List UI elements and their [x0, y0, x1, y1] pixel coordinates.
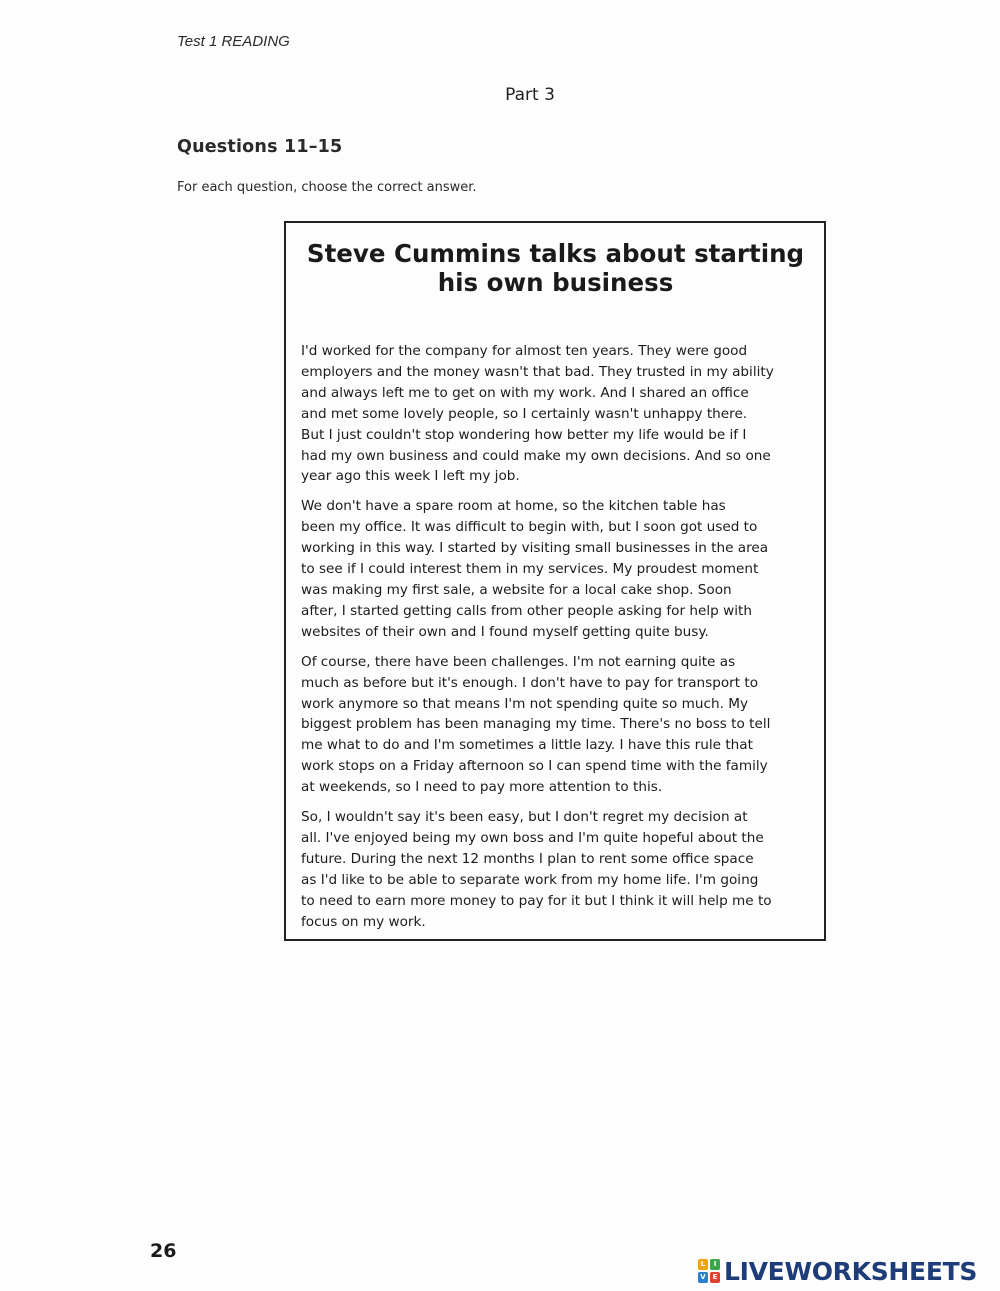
page-number: 26 [150, 1240, 177, 1262]
paragraph-line: was making my first sale, a website for a local cake shop. Soon [301, 581, 732, 598]
article-paragraph-3 [301, 652, 810, 798]
paragraph-line: Of course, there have been challenges. I'm not earning quite as [301, 653, 736, 670]
paragraph-line: focus on my work. [301, 913, 426, 930]
liveworksheets-brand[interactable] [698, 1255, 977, 1287]
article-paragraph-2 [301, 496, 810, 642]
part-title: Part 3 [505, 85, 555, 105]
brand-name: LIVEWORKSHEETS [724, 1256, 978, 1286]
article-title-line: Steve Cummins talks about starting [306, 239, 805, 268]
instruction-text: For each question, choose the correct answer. [177, 180, 477, 195]
paragraph-line: year ago this week I left my job. [301, 468, 520, 485]
article-box [284, 221, 826, 941]
paragraph-line: But I just couldn't stop wondering how better my life would be if I [301, 426, 747, 443]
paragraph-line: all. I've enjoyed being my own boss and I'm quite hopeful about the [301, 829, 764, 846]
running-head: Test 1 READING [177, 33, 290, 50]
paragraph-line: I'd worked for the company for almost ten years. They were good [301, 343, 748, 359]
paragraph-line: at weekends, so I need to pay more attention to this. [301, 779, 663, 796]
questions-heading: Questions 11–15 [177, 137, 343, 157]
article-paragraph-4 [301, 807, 810, 932]
paragraph-line: me what to do and I'm sometimes a little lazy. I have this rule that [301, 737, 753, 754]
article-title [301, 239, 810, 297]
paragraph-line: So, I wouldn't say it's been easy, but I don't regret my decision at [301, 809, 748, 826]
logo-cell: L [698, 1259, 708, 1270]
paragraph-line: future. During the next 12 months I plan to rent some office space [301, 850, 754, 867]
paragraph-line: and always left me to get on with my work. And I shared an office [301, 384, 749, 401]
paragraph-line: We don't have a spare room at home, so the kitchen table has [301, 498, 726, 515]
logo-cell: I [710, 1259, 720, 1270]
paragraph-line: to need to earn more money to pay for it but I think it will help me to [301, 892, 772, 909]
paragraph-line: to see if I could interest them in my services. My proudest moment [301, 561, 759, 578]
paragraph-line: work anymore so that means I'm not spending quite so much. My [301, 695, 749, 712]
paragraph-line: as I'd like to be able to separate work from my home life. I'm going [301, 871, 759, 888]
paragraph-line: work stops on a Friday afternoon so I can spend time with the family [301, 758, 768, 775]
article-title-line: his own business [437, 268, 674, 297]
paragraph-line: much as before but it's enough. I don't have to pay for transport to [301, 674, 759, 691]
paragraph-line: had my own business and could make my own decisions. And so one [301, 447, 771, 464]
logo-cell: E [710, 1272, 720, 1283]
paragraph-line: biggest problem has been managing my time. There's no boss to tell [301, 716, 771, 733]
paragraph-line: working in this way. I started by visiting small businesses in the area [301, 540, 769, 557]
paragraph-line: after, I started getting calls from other people asking for help with [301, 602, 752, 619]
paragraph-line: employers and the money wasn't that bad. They trusted in my ability [301, 363, 774, 380]
article-paragraph-1 [301, 341, 810, 487]
logo-cell: V [698, 1272, 708, 1283]
liveworksheets-logo-icon [698, 1259, 720, 1283]
paragraph-line: websites of their own and I found myself getting quite busy. [301, 623, 709, 640]
paragraph-line: and met some lovely people, so I certainly wasn't unhappy there. [301, 405, 748, 422]
paragraph-line: been my office. It was difficult to begin with, but I soon got used to [301, 519, 758, 536]
